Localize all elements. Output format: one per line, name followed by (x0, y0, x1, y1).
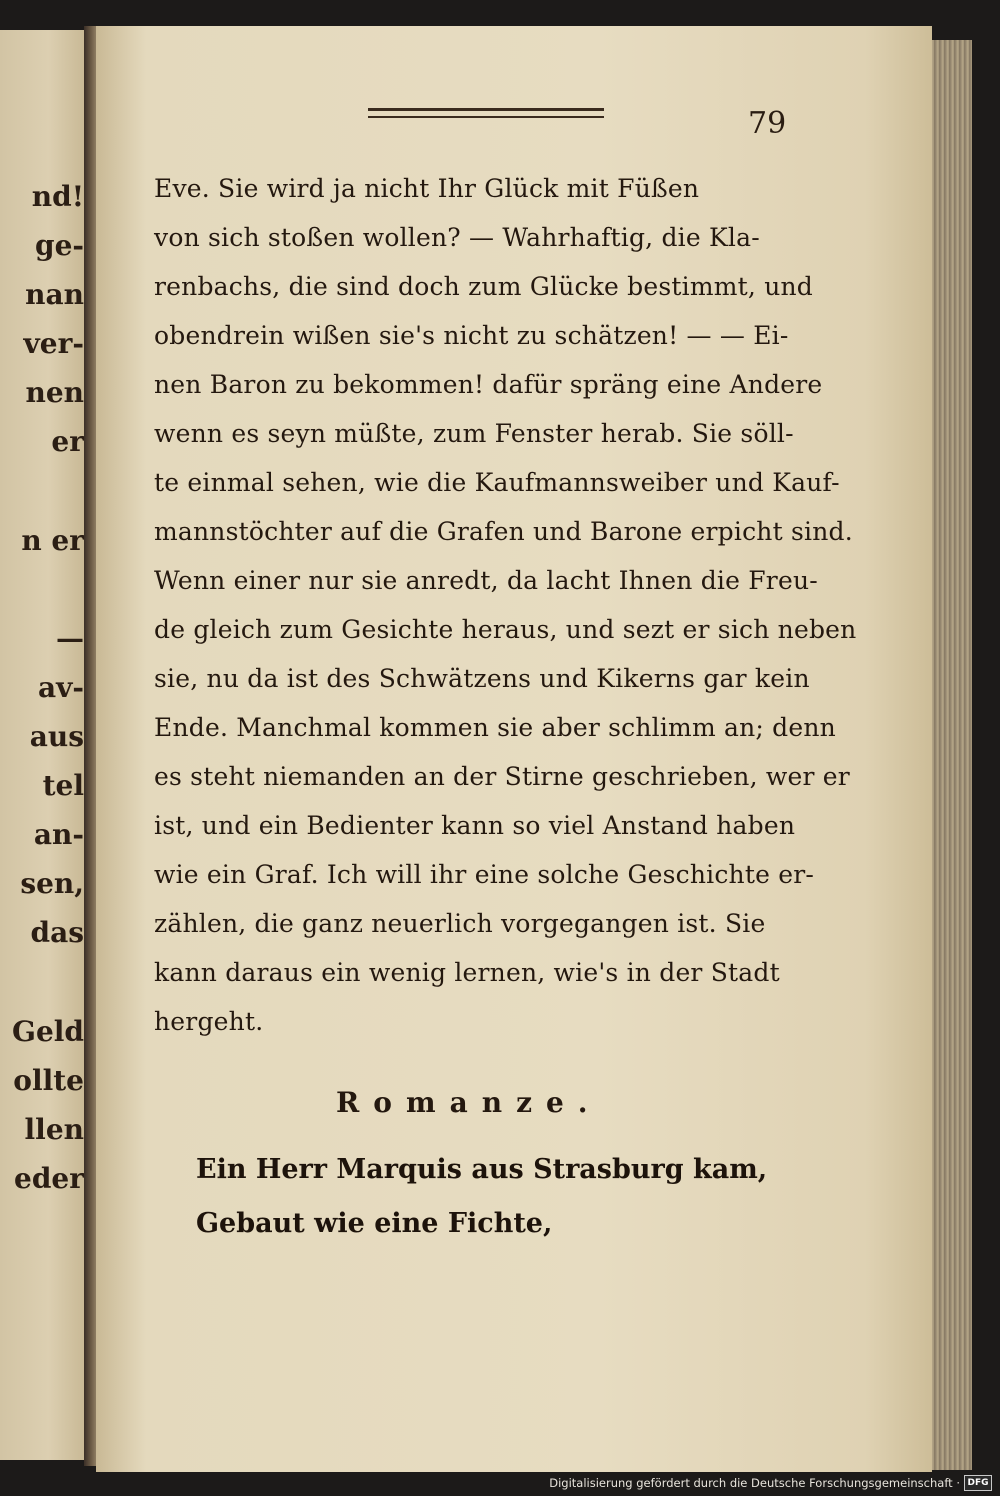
page-number: 79 (748, 106, 787, 141)
text-line: obendrein wißen sie's nicht zu schätzen! — — Ei- (154, 321, 789, 350)
text-line: nen Baron zu bekommen! dafür spräng eine Andere (154, 370, 823, 399)
text-line: mannstöchter auf die Grafen und Barone erpicht sind. (154, 517, 853, 546)
left-page-fragment: das (30, 916, 84, 949)
left-page-edge (0, 30, 88, 1460)
text-line: wie ein Graf. Ich will ihr eine solche Geschichte er- (154, 860, 815, 889)
text-line: te einmal sehen, wie die Kaufmannsweiber und Kauf- (154, 468, 840, 497)
left-page-fragment: ollte (13, 1064, 84, 1097)
left-page-fragment: nan (25, 278, 84, 311)
text-line: renbachs, die sind doch zum Glücke bestimmt, und (154, 272, 814, 301)
left-page-fragment: eder (14, 1162, 84, 1195)
left-page-fragment: — (56, 622, 84, 655)
left-page-fragment: ver- (23, 327, 84, 360)
funding-credit: Digitalisierung gefördert durch die Deutsche Forschungsgemeinschaft · (549, 1476, 960, 1490)
footer-credit-bar (549, 1474, 992, 1492)
text-line: von sich stoßen wollen? — Wahrhaftig, die Kla- (154, 223, 760, 252)
left-page-fragment: sen, (20, 867, 84, 900)
left-page-fragment: aus (29, 720, 84, 753)
left-page-fragment: Geld (12, 1015, 84, 1048)
header-rule-line (368, 116, 604, 118)
text-line: kann daraus ein wenig lernen, wie's in der Stadt (154, 958, 780, 987)
text-line: ist, und ein Bedienter kann so viel Anstand haben (154, 811, 796, 840)
text-line: es steht niemanden an der Stirne geschrieben, wer er (154, 762, 850, 791)
left-page-fragment: nen (25, 376, 84, 409)
page-stack-edge (930, 40, 972, 1470)
left-page-fragment: n er (21, 524, 84, 557)
verse-line: Ein Herr Marquis aus Strasburg kam, (196, 1154, 768, 1185)
left-page-fragment: av- (37, 671, 84, 704)
text-line: wenn es seyn müßte, zum Fenster herab. Sie söll- (154, 419, 794, 448)
text-line: Wenn einer nur sie anredt, da lacht Ihnen die Freu- (154, 566, 818, 595)
text-line: Ende. Manchmal kommen sie aber schlimm an; denn (154, 713, 836, 742)
left-page-fragment: nd! (31, 180, 84, 213)
text-line: hergeht. (154, 1007, 264, 1036)
dfg-logo: DFG (964, 1475, 992, 1491)
section-heading: Romanze. (336, 1086, 602, 1119)
book-page (96, 26, 932, 1472)
left-page-fragment: llen (24, 1113, 84, 1146)
left-page-fragment: ge- (34, 229, 84, 262)
left-page-fragment: tel (42, 769, 84, 802)
text-line: zählen, die ganz neuerlich vorgegangen ist. Sie (154, 909, 766, 938)
left-page-fragment: er (51, 425, 84, 458)
header-rule-line (368, 108, 604, 111)
left-page-fragment: an- (33, 818, 84, 851)
text-line: sie, nu da ist des Schwätzens und Kikerns gar kein (154, 664, 810, 693)
text-line: Eve. Sie wird ja nicht Ihr Glück mit Füßen (154, 174, 700, 203)
verse-line: Gebaut wie eine Fichte, (196, 1208, 553, 1239)
header-rule (368, 108, 604, 122)
text-line: de gleich zum Gesichte heraus, und sezt er sich neben (154, 615, 857, 644)
